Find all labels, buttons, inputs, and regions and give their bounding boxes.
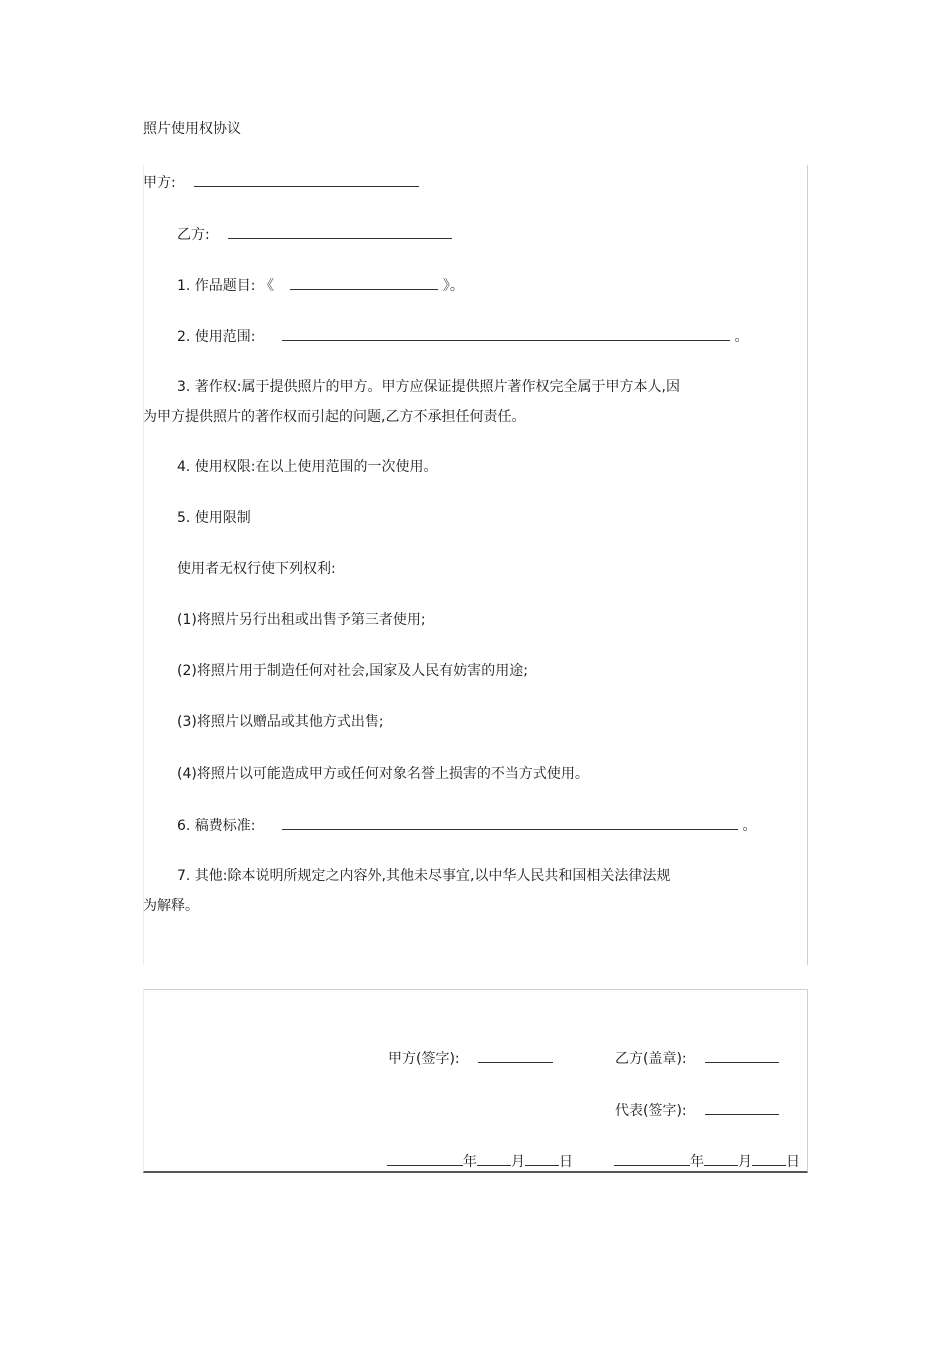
item6-suffix: 。 bbox=[742, 818, 757, 834]
representative-blank[interactable] bbox=[705, 1100, 779, 1115]
party-b-seal-blank[interactable] bbox=[705, 1048, 779, 1063]
item2-suffix: 。 bbox=[734, 329, 749, 345]
party-a-day-blank[interactable] bbox=[525, 1151, 559, 1166]
item-other-line1: 7. 其他:除本说明所规定之内容外,其他未尽事宜,以中华人民共和国相关法律法规 bbox=[177, 868, 671, 884]
party-a-date-row bbox=[387, 1151, 573, 1172]
party-a-signature-blank[interactable] bbox=[478, 1048, 553, 1063]
item-copyright-line1: 3. 著作权:属于提供照片的甲方。甲方应保证提供照片著作权完全属于甲方本人,因 bbox=[177, 379, 680, 395]
item-other-line2: 为解释。 bbox=[143, 898, 199, 914]
work-title-blank[interactable] bbox=[290, 275, 438, 290]
party-b-row bbox=[177, 224, 452, 245]
party-a-month-blank[interactable] bbox=[477, 1151, 511, 1166]
day-label: 日 bbox=[786, 1154, 800, 1170]
party-a-blank[interactable] bbox=[194, 172, 419, 187]
item-usage-scope bbox=[177, 326, 748, 347]
usage-scope-blank[interactable] bbox=[282, 326, 730, 341]
restriction-item: (2)将照片用于制造任何对社会,国家及人民有妨害的用途; bbox=[177, 663, 528, 679]
party-b-month-blank[interactable] bbox=[704, 1151, 738, 1166]
item6-label: 6. 稿费标准: bbox=[177, 818, 256, 834]
item-usage-term: 4. 使用权限:在以上使用范围的一次使用。 bbox=[177, 459, 438, 475]
restriction-item: (3)将照片以赠品或其他方式出售; bbox=[177, 714, 384, 730]
restriction-item: (1)将照片另行出租或出售予第三者使用; bbox=[177, 612, 426, 628]
item1-suffix: 》。 bbox=[442, 278, 464, 294]
fee-standard-blank[interactable] bbox=[282, 815, 738, 830]
party-b-day-blank[interactable] bbox=[752, 1151, 786, 1166]
party-b-year-blank[interactable] bbox=[614, 1151, 690, 1166]
party-a-row bbox=[143, 172, 419, 193]
party-b-date-row bbox=[614, 1151, 800, 1172]
item-work-title bbox=[177, 275, 464, 296]
representative-row bbox=[615, 1100, 779, 1121]
party-a-sign-label: 甲方(签字): bbox=[388, 1051, 460, 1067]
item2-label: 2. 使用范围: bbox=[177, 329, 256, 345]
month-label: 月 bbox=[511, 1154, 525, 1170]
restriction-intro: 使用者无权行使下列权利: bbox=[177, 561, 336, 577]
party-a-signature-row bbox=[388, 1048, 553, 1069]
party-b-seal-row bbox=[615, 1048, 779, 1069]
party-a-label: 甲方: bbox=[143, 175, 176, 191]
item-usage-restriction: 5. 使用限制 bbox=[177, 510, 251, 526]
party-b-label: 乙方: bbox=[177, 227, 210, 243]
item1-label: 1. 作品题目: 《 bbox=[177, 278, 274, 294]
party-b-blank[interactable] bbox=[228, 224, 452, 239]
month-label: 月 bbox=[738, 1154, 752, 1170]
document-title: 照片使用权协议 bbox=[143, 121, 241, 137]
signature-frame bbox=[143, 989, 808, 1173]
item-fee-standard bbox=[177, 815, 756, 836]
restriction-item: (4)将照片以可能造成甲方或任何对象名誉上损害的不当方式使用。 bbox=[177, 766, 589, 782]
party-a-year-blank[interactable] bbox=[387, 1151, 463, 1166]
party-b-seal-label: 乙方(盖章): bbox=[615, 1051, 687, 1067]
year-label: 年 bbox=[690, 1154, 704, 1170]
day-label: 日 bbox=[559, 1154, 573, 1170]
representative-label: 代表(签字): bbox=[615, 1103, 687, 1119]
item-copyright-line2: 为甲方提供照片的著作权而引起的问题,乙方不承担任何责任。 bbox=[143, 409, 526, 425]
year-label: 年 bbox=[463, 1154, 477, 1170]
